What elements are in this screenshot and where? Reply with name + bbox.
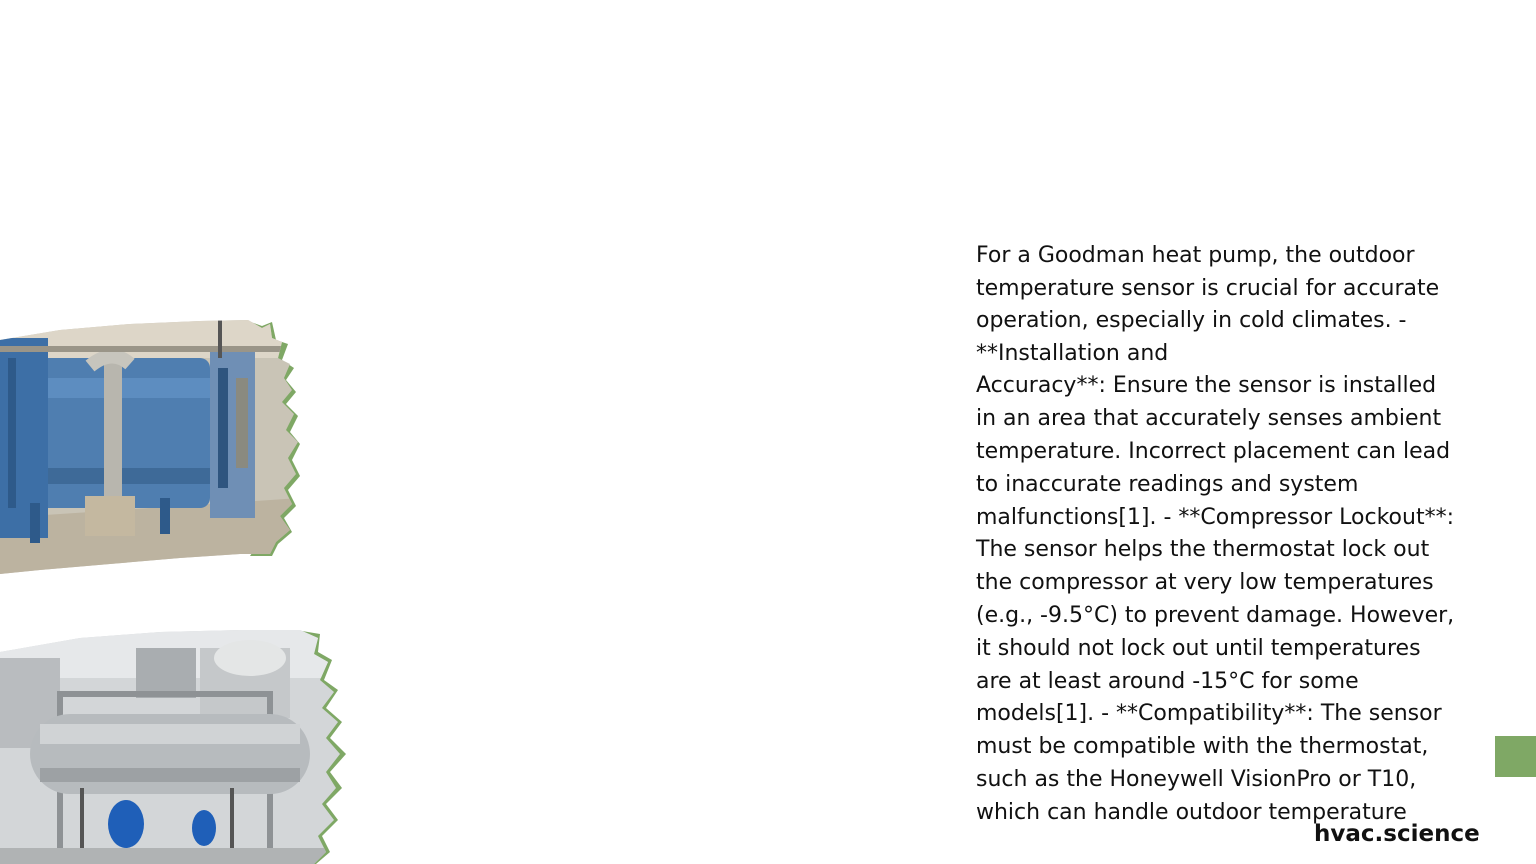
industrial-boiler-photo xyxy=(0,318,300,576)
article-text xyxy=(976,240,1466,830)
article-body: Accuracy**: Ensure the sensor is installed in an area that accurately senses ambient temperature. Incorrect placement can lead to inaccurate readings and system malfunctions[1]. - **Compressor Lockout**: The sensor helps the thermostat lock out the compressor at very low temperatures (e.g., -9.5°C) to prevent damage. However, it should not lock out until temperatures are at least around -15°C for some models[1]. - **Compatibility**: The sensor must be compatible with the thermostat, such as the Honeywell VisionPro or T10, which can handle outdoor temperature xyxy=(976,373,1455,825)
stainless-tank-compressor-photo xyxy=(0,628,348,864)
green-accent-tab xyxy=(1495,736,1536,777)
article-intro: For a Goodman heat pump, the outdoor temperature sensor is crucial for accurate operation, especially in cold climates. - **Installation and xyxy=(976,243,1440,366)
site-brand: hvac.science xyxy=(1314,821,1480,847)
